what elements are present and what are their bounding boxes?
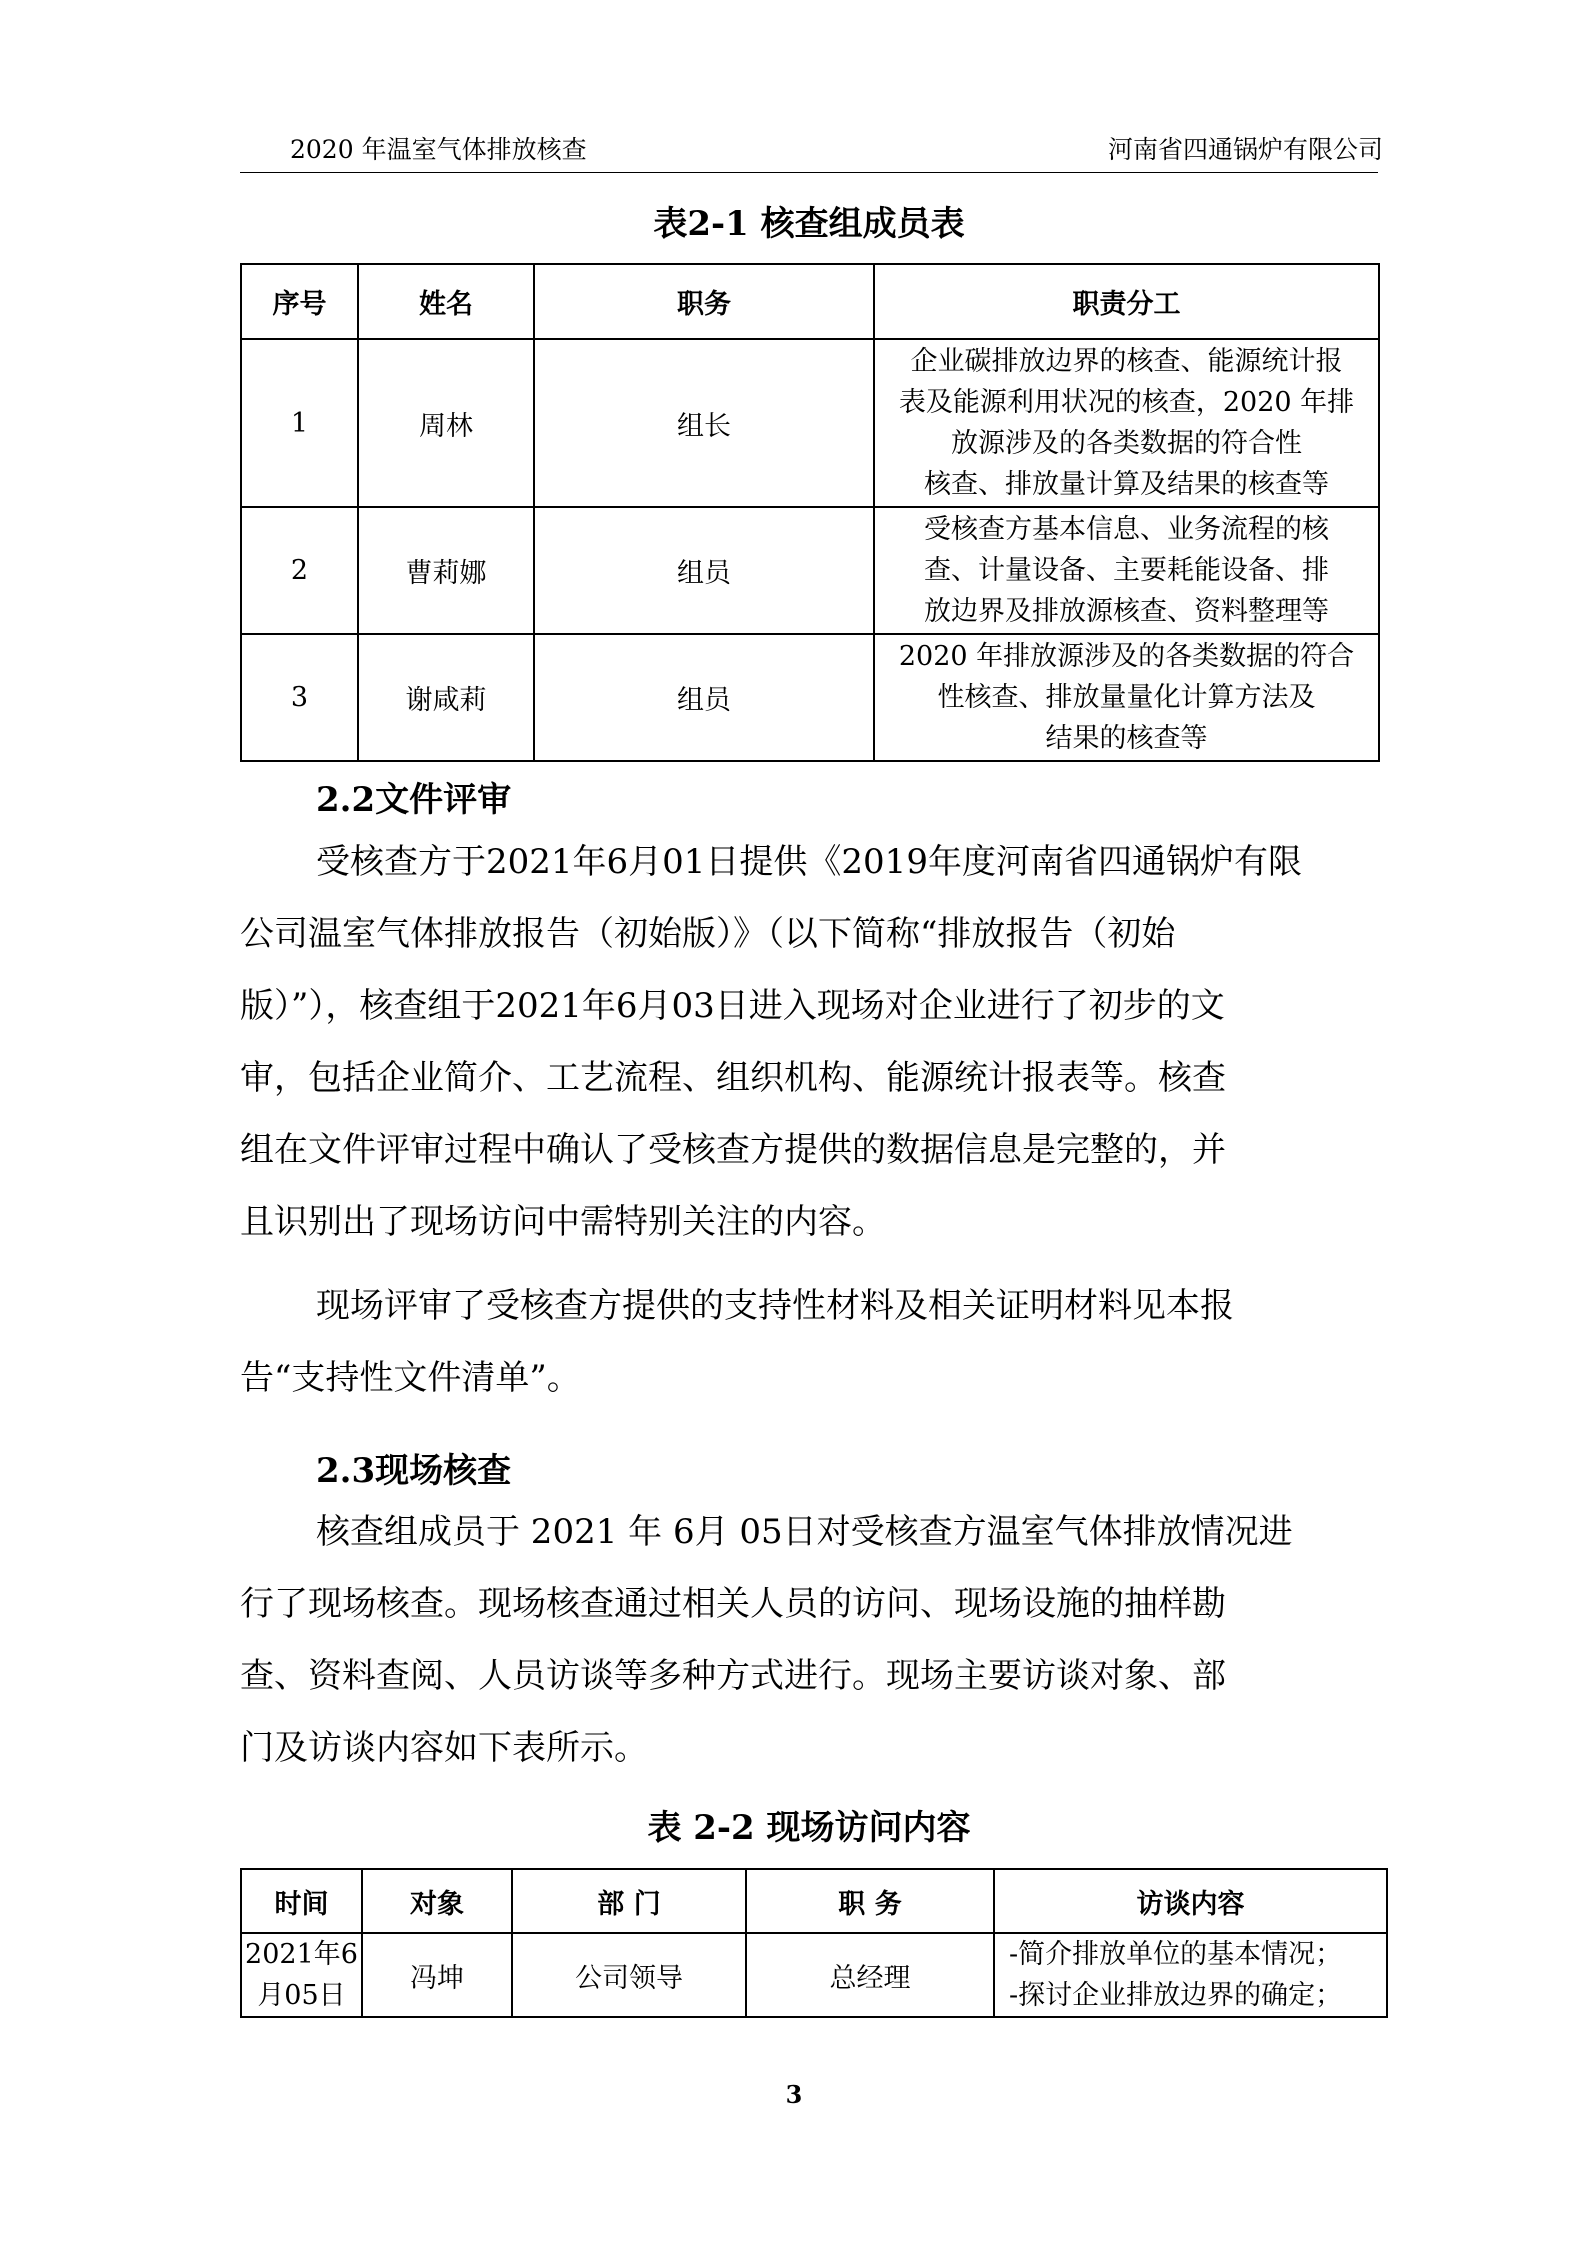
table1-header-row	[241, 264, 1379, 339]
member-role: 组员	[534, 634, 874, 761]
table2-header-role: 职 务	[746, 1869, 994, 1933]
duty-line: 放边界及排放源核查、资料整理等	[924, 596, 1329, 627]
duty-line: 结果的核查等	[1045, 723, 1208, 754]
content-line: -简介排放单位的基本情况；	[1009, 1939, 1343, 1970]
section22-paragraph-2	[240, 1270, 1360, 1414]
time-line: 月05日	[257, 1980, 346, 2011]
member-name: 谢咸莉	[358, 634, 534, 761]
table2	[240, 1868, 1388, 2018]
table1-header-name: 姓名	[358, 264, 534, 339]
section-heading: 2.3现场核查	[316, 1451, 512, 1491]
header-rule	[240, 172, 1378, 173]
table1-header-duty: 职责分工	[874, 264, 1379, 339]
table2-title: 表 2-2 现场访问内容	[647, 1808, 971, 1848]
table2-header-time: 时间	[241, 1869, 362, 1933]
visit-time	[241, 1933, 362, 2017]
text-line: 门及访谈内容如下表所示。	[240, 1728, 648, 1768]
text-line: 且识别出了现场访问中需特别关注的内容。	[240, 1202, 886, 1242]
table1-header-no: 序号	[241, 264, 358, 339]
section23-paragraph-1	[240, 1496, 1360, 1784]
table-row	[241, 339, 1379, 507]
text-line: 告“支持性文件清单”。	[240, 1358, 581, 1398]
content-line: -探讨企业排放边界的确定；	[1009, 1980, 1343, 2011]
header-left: 2020 年温室气体排放核查	[290, 135, 587, 164]
member-name: 周林	[358, 339, 534, 507]
visit-role: 总经理	[746, 1933, 994, 2017]
table-row	[241, 1933, 1387, 2017]
header-right: 河南省四通锅炉有限公司	[1107, 135, 1383, 164]
duty-line: 表及能源利用状况的核查，2020 年排	[898, 387, 1355, 418]
table2-header-row	[241, 1869, 1387, 1933]
duty-line: 核查、排放量计算及结果的核查等	[924, 469, 1329, 500]
text-line: 查、资料查阅、人员访谈等多种方式进行。现场主要访谈对象、部	[240, 1656, 1226, 1696]
text-line: 核查组成员于 2021 年 6月 05日对受核查方温室气体排放情况进	[316, 1512, 1293, 1552]
section-heading: 2.2文件评审	[316, 780, 512, 820]
table2-header-dept: 部 门	[512, 1869, 746, 1933]
table1-header-role: 职务	[534, 264, 874, 339]
member-role: 组长	[534, 339, 874, 507]
duty-line: 2020 年排放源涉及的各类数据的符合	[898, 641, 1355, 672]
table2-header-content: 访谈内容	[994, 1869, 1387, 1933]
visit-dept: 公司领导	[512, 1933, 746, 2017]
text-line: 行了现场核查。现场核查通过相关人员的访问、现场设施的抽样勘	[240, 1584, 1226, 1624]
table2-header-person: 对象	[362, 1869, 512, 1933]
duty-line: 放源涉及的各类数据的符合性	[951, 428, 1302, 459]
member-duty	[874, 507, 1379, 634]
member-name: 曹莉娜	[358, 507, 534, 634]
visit-content	[994, 1933, 1387, 2017]
member-no: 1	[241, 339, 358, 507]
time-line: 2021年6	[245, 1939, 358, 1970]
page-number: 3	[785, 2080, 803, 2109]
table1-title: 表2-1 核查组成员表	[653, 204, 965, 244]
duty-line: 企业碳排放边界的核查、能源统计报	[910, 346, 1343, 377]
text-line: 受核查方于2021年6月01日提供《2019年度河南省四通锅炉有限	[316, 842, 1302, 882]
member-role: 组员	[534, 507, 874, 634]
member-no: 3	[241, 634, 358, 761]
duty-line: 受核查方基本信息、业务流程的核	[924, 514, 1329, 545]
table-row	[241, 507, 1379, 634]
table-row	[241, 634, 1379, 761]
visit-person: 冯坤	[362, 1933, 512, 2017]
member-duty	[874, 634, 1379, 761]
duty-line: 性核查、排放量量化计算方法及	[937, 682, 1316, 713]
text-line: 版）”），核查组于2021年6月03日进入现场对企业进行了初步的文	[240, 986, 1225, 1026]
table1	[240, 263, 1380, 762]
section22-paragraph-1	[240, 826, 1360, 1258]
duty-line: 查、计量设备、主要耗能设备、排	[924, 555, 1329, 586]
text-line: 公司温室气体排放报告（初始版）》（以下简称“排放报告（初始	[240, 914, 1176, 954]
text-line: 审，包括企业简介、工艺流程、组织机构、能源统计报表等。核查	[240, 1058, 1226, 1098]
text-line: 组在文件评审过程中确认了受核查方提供的数据信息是完整的，并	[240, 1130, 1226, 1170]
text-line: 现场评审了受核查方提供的支持性材料及相关证明材料见本报	[316, 1286, 1234, 1326]
member-no: 2	[241, 507, 358, 634]
member-duty	[874, 339, 1379, 507]
